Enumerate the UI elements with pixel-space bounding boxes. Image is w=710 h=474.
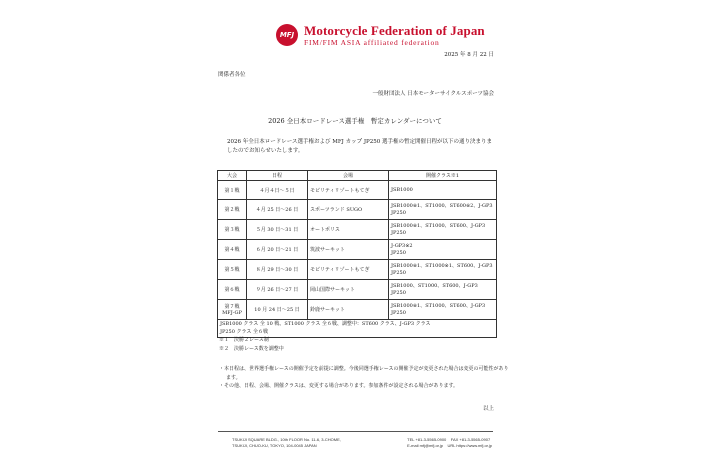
footnote: ※１ 決勝２レース制 bbox=[219, 337, 269, 343]
table-row bbox=[218, 200, 497, 220]
date-cell: 10 月 24 日～25 日 bbox=[247, 300, 308, 320]
date-cell: ４月４日～５日 bbox=[247, 181, 308, 200]
table-summary-row bbox=[218, 320, 497, 338]
footnote: ※２ 決勝レース数を調整中 bbox=[219, 346, 284, 352]
table-row bbox=[218, 300, 497, 320]
table-row bbox=[218, 280, 497, 300]
remarks bbox=[219, 365, 509, 391]
footer-email[interactable]: E-mail mfj@mfj.or.jp bbox=[407, 443, 444, 449]
class-line: JP250 bbox=[391, 229, 406, 236]
summary-line: JSB1000 クラス 全 10 戦、ST1000 クラス 全６戦、調整中：ST600 クラス、J-GP3 クラス bbox=[220, 321, 431, 327]
footnotes bbox=[219, 336, 284, 354]
classes-cell bbox=[389, 300, 497, 320]
intro-paragraph: 2026 年全日本ロードレース選手権および MFJ カップ JP250 選手権の暫定開催日程が以下の通り決まりましたのでお知らせいたします。 bbox=[227, 139, 492, 154]
footer-tel: TEL +81-3-5565-0900 bbox=[407, 437, 447, 442]
venue-cell: モビリティリゾートもてぎ bbox=[308, 181, 389, 200]
summary-cell bbox=[218, 320, 497, 338]
venue-cell: 鈴鹿サーキット bbox=[308, 300, 389, 320]
footer-divider bbox=[218, 431, 493, 432]
table-row bbox=[218, 181, 497, 200]
header-classes: 開催クラス※1 bbox=[389, 171, 497, 181]
round-label: 第７戦 bbox=[224, 304, 240, 310]
venue-cell: スポーツランド SUGO bbox=[308, 200, 389, 220]
round-sublabel: MFJ-GP bbox=[222, 310, 242, 316]
remark-item: ・その他、日程、会場、開催クラスは、変更する場合があります。参加条件が設定される場合があります。 bbox=[219, 383, 459, 389]
venue-cell: モビリティリゾートもてぎ bbox=[308, 260, 389, 280]
table-header-row bbox=[218, 171, 497, 181]
mfj-logo-icon: MFJ bbox=[276, 24, 298, 46]
date-cell: ５月 30 日～31 日 bbox=[247, 220, 308, 240]
round-cell: 第１戦 bbox=[218, 181, 247, 200]
class-line: JP250 bbox=[391, 289, 406, 296]
table-row bbox=[218, 240, 497, 260]
round-cell: 第５戦 bbox=[218, 260, 247, 280]
header-round: 大会 bbox=[218, 171, 247, 181]
class-line: JP250 bbox=[391, 269, 406, 276]
closing-mark: 以上 bbox=[482, 406, 494, 412]
class-line: JSB1000、ST1000、ST600、J-GP3 bbox=[391, 282, 478, 289]
footer-address bbox=[232, 437, 341, 450]
table-row bbox=[218, 260, 497, 280]
address-line: TSUKIJI SQUARE BLDG., 10th FLOOR No. 11-6, 3-CHOME, bbox=[232, 437, 341, 442]
venue-cell: 岡山国際サーキット bbox=[308, 280, 389, 300]
class-line: J-GP3※2 bbox=[391, 242, 413, 249]
date-cell: ９月 26 日～27 日 bbox=[247, 280, 308, 300]
footer-url[interactable]: URL https://www.mfj.or.jp bbox=[447, 443, 492, 449]
classes-cell bbox=[389, 181, 497, 200]
header-logo bbox=[276, 20, 485, 50]
footer-contact bbox=[407, 437, 492, 450]
venue-cell: オートポリス bbox=[308, 220, 389, 240]
date-cell: ４月 25 日～26 日 bbox=[247, 200, 308, 220]
logo-text bbox=[304, 24, 485, 47]
class-line: JP250 bbox=[391, 249, 406, 256]
footer bbox=[232, 437, 492, 450]
letter-sender: 一般財団法人 日本モーターサイクルスポーツ協会 bbox=[372, 91, 494, 97]
document-title: 2026 全日本ロードレース選手権 暫定カレンダーについて bbox=[268, 117, 442, 125]
table-row bbox=[218, 220, 497, 240]
round-cell: 第６戦 bbox=[218, 280, 247, 300]
contact-line bbox=[407, 443, 492, 449]
org-subtitle: FIM/FIM ASIA affiliated federation bbox=[304, 37, 440, 47]
org-name: Motorcycle Federation of Japan bbox=[304, 22, 485, 38]
classes-cell bbox=[389, 280, 497, 300]
classes-cell bbox=[389, 260, 497, 280]
venue-cell: 筑波サーキット bbox=[308, 240, 389, 260]
round-cell: 第３戦 bbox=[218, 220, 247, 240]
header-venue: 会場 bbox=[308, 171, 389, 181]
footer-fax: FAX +81-3-5565-0907 bbox=[450, 437, 491, 442]
class-line: JP250 bbox=[391, 309, 406, 316]
date-cell: ６月 20 日～21 日 bbox=[247, 240, 308, 260]
class-line: JSB1000 bbox=[391, 186, 413, 193]
class-line: JSB1000※1、ST1000※1、ST600、J-GP3 bbox=[391, 262, 493, 269]
calendar-table bbox=[217, 170, 497, 338]
class-line: JSB1000※1、ST1000、ST600、J-GP3 bbox=[391, 222, 486, 229]
letter-date: 2025 年 8 月 22 日 bbox=[444, 52, 494, 58]
classes-cell bbox=[389, 220, 497, 240]
address-line: TSUKIJI, CHUO-KU, TOKYO, 104-0045 JAPAN bbox=[232, 443, 317, 449]
class-line: JSB1000※1、ST1000、ST600※2、J-GP3 bbox=[391, 202, 493, 209]
summary-line: JP250 クラス 全６戦 bbox=[220, 328, 268, 335]
remark-item: ・本日程は、世界選手権レースの開催予定を前提に調整。今後同選手権レースの開催予定が変更された場合は変更の可能性があります。 bbox=[219, 366, 509, 381]
class-line: JSB1000※1、ST1000、ST600、J-GP3 bbox=[391, 302, 486, 309]
classes-cell bbox=[389, 200, 497, 220]
date-cell: ８月 29 日～30 日 bbox=[247, 260, 308, 280]
class-line: JP250 bbox=[391, 209, 406, 216]
round-cell: 第４戦 bbox=[218, 240, 247, 260]
round-cell: 第２戦 bbox=[218, 200, 247, 220]
round-cell bbox=[218, 300, 247, 320]
header-date: 日程 bbox=[247, 171, 308, 181]
classes-cell bbox=[389, 240, 497, 260]
letter-recipient: 関係者各位 bbox=[218, 72, 246, 78]
